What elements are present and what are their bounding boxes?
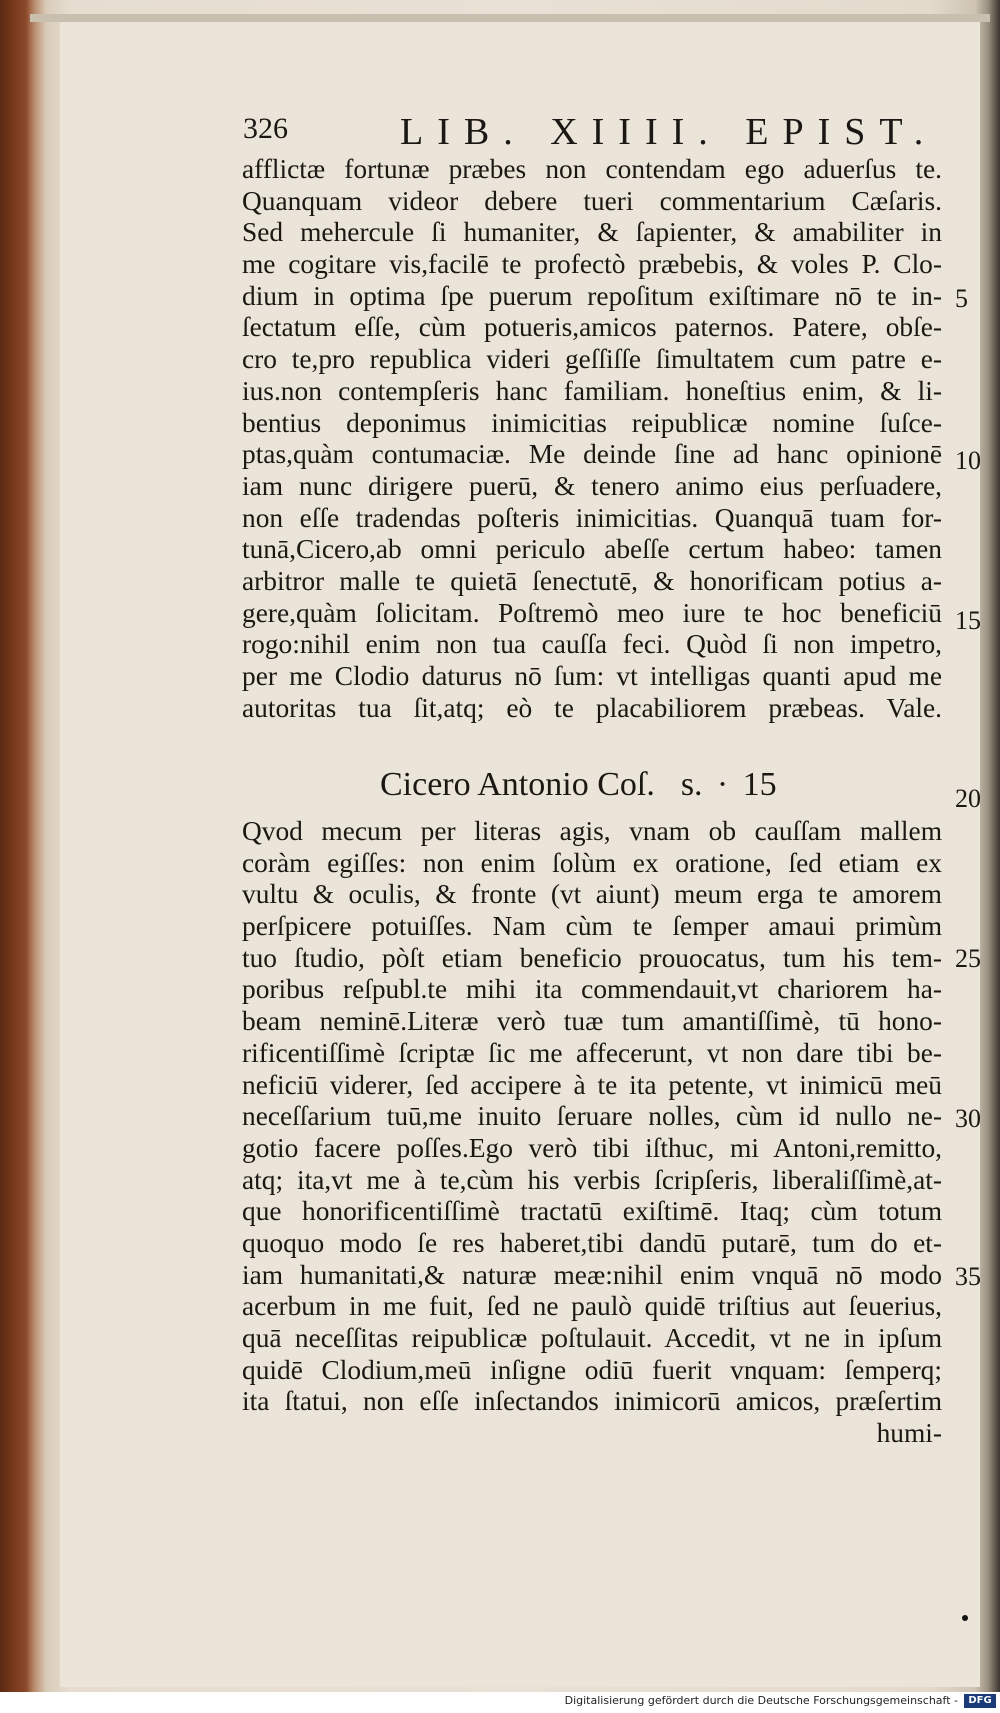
text-line: coràm egiſſes: non enim ſolùm ex oratione, ſed etiam ex: [242, 847, 942, 878]
margin-line-number: 15: [955, 606, 981, 635]
text-line: afflictæ fortunæ præbes non contendam ego aduerſus te.: [242, 154, 942, 184]
text-line: vultu & oculis, & fronte (vt aiunt) meum erga te amorem: [242, 879, 942, 910]
text-line: neceſſarium tuū,me inuito ſeruare nolles, cùm id nullo ne-: [242, 1101, 942, 1132]
letter-number: 15: [742, 766, 777, 803]
margin-line-number: 10: [955, 446, 981, 475]
running-head: LIB. XIIII. EPIST.: [400, 111, 938, 153]
catchword: humi-: [876, 1418, 942, 1449]
text-line: beam neminē.Literæ verò tuæ tum amantiſſimè, tū hono-: [242, 1006, 942, 1037]
text-line: ſectatum eſſe, cùm potueris,amicos paternos. Patere, obſe-: [242, 312, 942, 343]
text-line: ptas,quàm contumaciæ. Me deinde ſine ad hanc opinionē: [242, 439, 942, 470]
page-number: 326: [243, 112, 288, 145]
digitization-footer: [0, 1692, 1000, 1713]
text-line: atq; ita,vt me à te,cùm his verbis ſcripſeris, liberaliſſimè,at-: [242, 1164, 942, 1195]
dfg-logo-icon: DFG: [964, 1694, 996, 1708]
margin-line-number: 25: [955, 944, 981, 973]
letter-heading-salutation: s.: [680, 766, 703, 803]
text-line: ius.non contempſeris hanc familiam. honeſtius enim, & li-: [242, 375, 942, 406]
text-line: iam nunc dirigere puerū, & tenero animo eius perſuadere,: [242, 470, 942, 501]
text-line: Sed mehercule ſi humaniter, & ſapienter, & amabiliter in: [242, 217, 942, 248]
text-line: cro te,pro republica videri geſſiſſe ſimultatem cum patre e-: [242, 344, 942, 375]
text-line: quoquo modo ſe res haberet,tibi dandū putarē, tum do et-: [242, 1227, 942, 1258]
text-line: tuo ſtudio, pòſt etiam beneficio prouocatus, tum his tem-: [242, 942, 942, 973]
text-line: perſpicere potuiſſes. Nam cùm te ſemper amaui primùm: [242, 911, 942, 942]
text-line: Quanquam videor debere tueri commentarium Cæſaris.: [242, 185, 942, 216]
text-line: dium in optima ſpe puerum repoſitum exiſtimare nō te in-: [242, 280, 942, 311]
text-line: tunā,Cicero,ab omni periculo abeſſe certum habeo: tamen: [242, 534, 942, 565]
text-line: quā neceſſitas reipublicæ poſtulauit. Accedit, vt ne in ipſum: [242, 1323, 942, 1353]
page-top-edge: [30, 14, 990, 22]
text-line: non eſſe tradendas poſteris inimicitias. Quanquā tuam for-: [242, 502, 942, 533]
margin-ink-dot: [962, 1615, 968, 1621]
text-line: iam humanitati,& naturæ meæ:nihil enim vnquā nō modo: [242, 1259, 942, 1290]
margin-line-number: 5: [955, 284, 968, 313]
text-line: per me Clodio daturus nō ſum: vt intelligas quanti apud me: [242, 661, 942, 691]
text-line: neficiū viderer, ſed accipere à te ita petente, vt inimicū meū: [242, 1069, 942, 1100]
letter-body-previous: [242, 154, 942, 724]
letter-heading-separator: ·: [716, 766, 729, 803]
text-line: ita ſtatui, non eſſe inſectandos inimicorū amicos, præſertim: [242, 1386, 942, 1417]
margin-line-number: 30: [955, 1104, 981, 1133]
margin-line-number: 35: [955, 1262, 981, 1291]
margin-line-number: 20: [955, 784, 981, 813]
text-line: quidē Clodium,meū inſigne odiū fuerit vnquam: ſemperq;: [242, 1354, 942, 1385]
letter-heading: [380, 766, 777, 804]
text-line: Qvod mecum per literas agis, vnam ob cauſſam mallem: [242, 816, 942, 846]
text-line: gere,quàm ſolicitam. Poſtremò meo iure te hoc beneficiū: [242, 597, 942, 628]
letter-body: [242, 816, 942, 1450]
text-line: bentius deponimus inimicitias reipublicæ nomine ſuſce-: [242, 407, 942, 438]
text-line: acerbum in me fuit, ſed ne paulò quidē triſtius aut ſeuerius,: [242, 1291, 942, 1322]
text-line: que honorificentiſſimè tractatū exiſtimē. Itaq; cùm totum: [242, 1196, 942, 1227]
letter-heading-title: Cicero Antonio Coſ.: [380, 766, 655, 803]
text-line: me cogitare vis,facilē te profectò præbebis, & voles P. Clo-: [242, 249, 942, 280]
text-line: arbitror malle te quietā ſenectutē, & honorificam potius a-: [242, 565, 942, 596]
text-line: poribus reſpubl.te mihi ita commendauit,vt chariorem ha-: [242, 974, 942, 1005]
text-line: rogo:nihil enim non tua cauſſa feci. Quòd ſi non impetro,: [242, 629, 942, 660]
text-line: gotio facere poſſes.Ego verò tibi iſthuc, mi Antoni,remitto,: [242, 1132, 942, 1163]
funding-credit: Digitalisierung gefördert durch die Deutsche Forschungsgemeinschaft -: [564, 1694, 958, 1707]
text-line: autoritas tua ſit,atq; eò te placabiliorem præbeas. Vale.: [242, 692, 942, 723]
text-line: rificentiſſimè ſcriptæ ſic me affecerunt, vt non dare tibi be-: [242, 1037, 942, 1068]
